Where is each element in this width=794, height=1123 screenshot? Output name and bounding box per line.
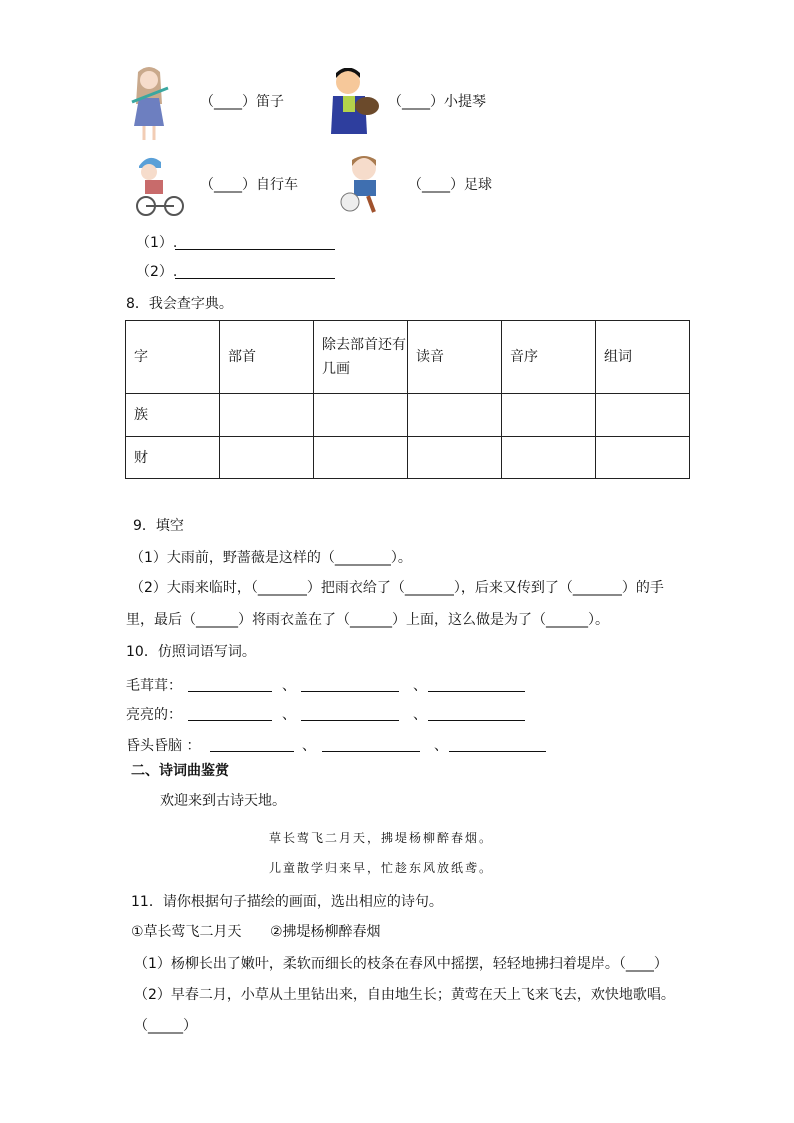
cyclist-picture xyxy=(135,152,185,218)
separator: 、 xyxy=(413,678,427,694)
answer-1-line[interactable] xyxy=(175,249,335,250)
table-header-row xyxy=(126,321,690,394)
answer-blank[interactable]: （____） xyxy=(388,94,444,110)
answer-cell[interactable] xyxy=(502,437,596,479)
separator: 、 xyxy=(282,678,296,694)
item-label: 自行车 xyxy=(256,177,298,193)
word-blank[interactable] xyxy=(301,720,399,721)
char-cell: 财 xyxy=(126,437,220,479)
answer-cell[interactable] xyxy=(314,437,408,479)
header-cell: 组词 xyxy=(596,321,690,394)
q7-item-violin xyxy=(388,93,486,111)
word-blank[interactable] xyxy=(322,751,420,752)
q9-line-1: （1）大雨前，野蔷薇是这样的（________）。 xyxy=(130,550,412,566)
section-2-heading: 二、诗词曲鉴赏 xyxy=(131,763,229,779)
item-label: 足球 xyxy=(464,177,492,193)
q9-line-2: （2）大雨来临时，（_______）把雨衣给了（_______），后来又传到了（_______）的手 xyxy=(130,580,664,596)
header-cell: 除去部首还有几画 xyxy=(314,321,408,394)
answer-cell[interactable] xyxy=(314,394,408,437)
boy-soccer-picture xyxy=(340,154,388,216)
q10-row-label: 毛茸茸： xyxy=(126,678,182,694)
separator: 、 xyxy=(302,738,316,754)
item-label: 笛子 xyxy=(256,94,284,110)
answer-1-label: （1）. xyxy=(136,235,178,251)
dictionary-table xyxy=(125,320,690,479)
answer-2-line[interactable] xyxy=(175,278,335,279)
answer-blank[interactable]: （____） xyxy=(408,177,464,193)
q10-title: 10．仿照词语写词。 xyxy=(126,644,256,660)
answer-cell[interactable] xyxy=(408,437,502,479)
separator: 、 xyxy=(282,707,296,723)
answer-cell[interactable] xyxy=(408,394,502,437)
separator: 、 xyxy=(413,707,427,723)
word-blank[interactable] xyxy=(188,720,272,721)
answer-blank[interactable]: （____） xyxy=(200,177,256,193)
word-blank[interactable] xyxy=(449,751,546,752)
q10-row-label: 亮亮的： xyxy=(126,707,182,723)
q7-item-flute xyxy=(200,93,284,111)
q8-title: 8．我会查字典。 xyxy=(126,296,233,312)
table-row xyxy=(126,437,690,479)
q11-title: 11．请你根据句子描绘的画面，选出相应的诗句。 xyxy=(131,894,443,910)
answer-cell[interactable] xyxy=(502,394,596,437)
answer-cell[interactable] xyxy=(220,437,314,479)
q11-option-1: ①草长莺飞二月天 xyxy=(131,924,242,940)
q11-sentence-1: （1）杨柳长出了嫩叶，柔软而细长的枝条在春风中摇摆，轻轻地拂扫着堤岸。（____） xyxy=(134,956,668,972)
poem-line-1: 草长莺飞二月天，拂堤杨柳醉春烟。 xyxy=(269,831,494,845)
section-2-intro: 欢迎来到古诗天地。 xyxy=(160,793,286,809)
q9-line-3: 里，最后（______）将雨衣盖在了（______）上面，这么做是为了（______）。 xyxy=(126,612,609,628)
word-blank[interactable] xyxy=(428,691,525,692)
item-label: 小提琴 xyxy=(444,94,486,110)
table-row xyxy=(126,394,690,437)
header-cell: 音序 xyxy=(502,321,596,394)
q11-sentence-2: （2）早春二月，小草从土里钻出来，自由地生长；黄莺在天上飞来飞去，欢快地歌唱。 xyxy=(134,987,675,1003)
answer-2-label: （2）. xyxy=(136,264,178,280)
header-cell: 读音 xyxy=(408,321,502,394)
q10-row-label: 昏头昏脑 ： xyxy=(126,738,201,754)
girl-flute-picture xyxy=(128,64,170,142)
answer-cell[interactable] xyxy=(596,437,690,479)
separator: 、 xyxy=(434,738,448,754)
header-cell: 部首 xyxy=(220,321,314,394)
char-cell: 族 xyxy=(126,394,220,437)
word-blank[interactable] xyxy=(428,720,525,721)
q9-title: 9．填空 xyxy=(133,518,184,534)
poem-line-2: 儿童散学归来早，忙趁东风放纸鸢。 xyxy=(269,861,494,875)
q7-item-bicycle xyxy=(200,176,298,194)
q7-item-football xyxy=(408,176,492,194)
q11-option-2: ②拂堤杨柳醉春烟 xyxy=(270,924,381,940)
answer-cell[interactable] xyxy=(596,394,690,437)
header-cell: 字 xyxy=(126,321,220,394)
word-blank[interactable] xyxy=(188,691,272,692)
q11-sentence-2-blank[interactable]: （_____） xyxy=(134,1018,197,1034)
boy-violin-picture xyxy=(323,68,385,134)
answer-blank[interactable]: （____） xyxy=(200,94,256,110)
word-blank[interactable] xyxy=(210,751,294,752)
answer-cell[interactable] xyxy=(220,394,314,437)
word-blank[interactable] xyxy=(301,691,399,692)
